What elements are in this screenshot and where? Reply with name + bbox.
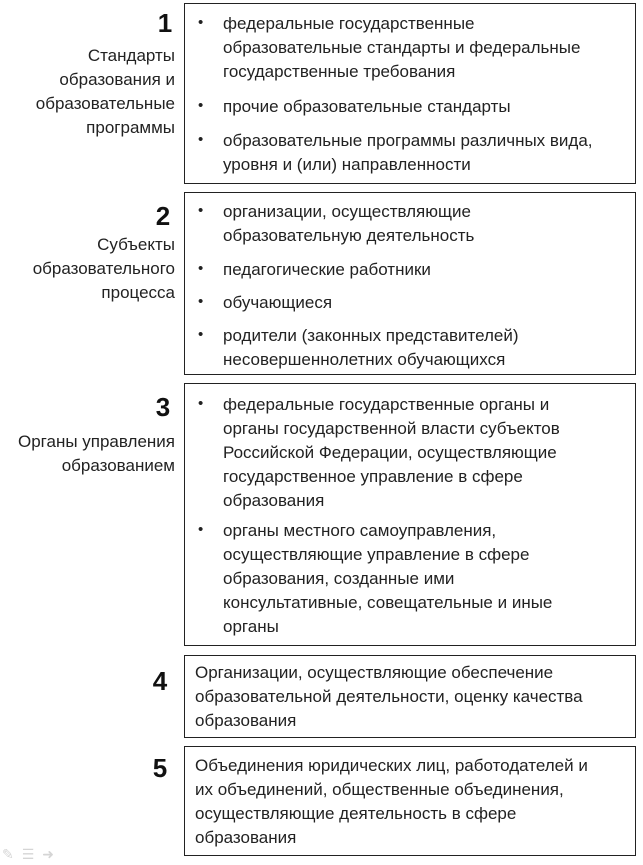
section-1-bullet-1: • [198, 14, 204, 31]
section-2-item-4: родители (законных представителей) несовершеннолетних обучающихся [223, 326, 519, 369]
section-1-item-1: федеральные государственные образовательные стандарты и федеральные государственные требования [223, 14, 581, 81]
pen-icon[interactable]: ✎ [2, 846, 14, 862]
section-2-bullet-3: • [198, 293, 204, 310]
section-2-bullet-2: • [198, 260, 204, 277]
section-2-number: 2 [155, 201, 171, 231]
section-5-number: 5 [152, 753, 168, 783]
section-2-bullet-1: • [198, 202, 204, 219]
section-3-label: Органы управления образованием [17, 432, 175, 475]
next-arrow-icon[interactable]: ➜ [42, 846, 55, 862]
section-1-number: 1 [157, 8, 173, 38]
section-3-number: 3 [155, 392, 171, 422]
section-2-label: Субъекты образовательного процесса [32, 235, 175, 302]
section-2-item-2: педагогические работники [223, 260, 431, 279]
section-2-bullet-4: • [198, 326, 204, 343]
slide-toolbar [2, 846, 54, 863]
section-3-item-1: федеральные государственные органы и органы государственной власти субъектов Российской Федерации, осуществляющие государственное управление в сфере образования [223, 395, 560, 510]
section-3-bullet-1: • [198, 395, 204, 412]
section-5-text: Объединения юридических лиц, работодателей и их объединений, общественные объединения, осуществляющие деятельность в сфере образования [195, 756, 588, 847]
section-3-item-2: органы местного самоуправления, осуществляющие управление в сфере образования, созданные ими консультативные, совещательные и иные органы [223, 521, 553, 636]
section-2-item-3: обучающиеся [223, 293, 333, 312]
section-4-text: Организации, осуществляющие обеспечение образовательной деятельности, оценку качества образования [195, 663, 583, 730]
section-1-label: Стандарты образования и образовательные программы [35, 46, 175, 137]
menu-icon[interactable]: ☰ [21, 846, 35, 862]
section-1-bullet-3: • [198, 131, 204, 148]
section-1-item-2: прочие образовательные стандарты [223, 97, 511, 116]
section-2-item-1: организации, осуществляющие образовательную деятельность [223, 202, 475, 245]
section-4-number: 4 [152, 666, 168, 696]
section-1-bullet-2: • [198, 97, 204, 114]
section-3-bullet-2: • [198, 521, 204, 538]
section-1-item-3: образовательные программы различных вида, уровня и (или) направленности [223, 131, 593, 174]
